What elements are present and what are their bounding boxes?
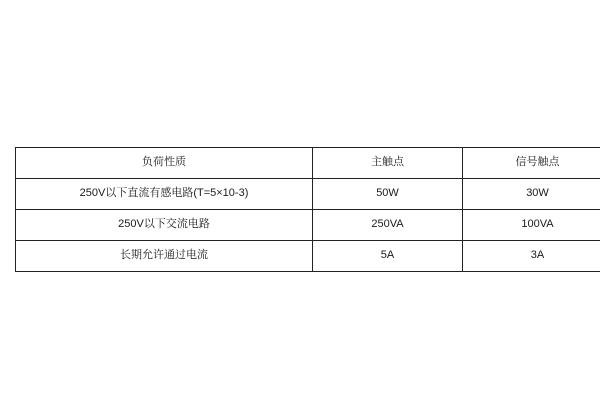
table-header-signal-contact: 信号触点	[463, 148, 600, 179]
table-header-row	[16, 148, 600, 179]
cell-signal-contact: 3A	[463, 241, 600, 272]
table-header-main-contact: 主触点	[313, 148, 463, 179]
cell-load-type: 250V以下直流有感电路(T=5×10-3)	[16, 179, 313, 210]
table-row	[16, 210, 600, 241]
cell-signal-contact: 100VA	[463, 210, 600, 241]
contact-capacity-table	[15, 147, 600, 272]
table-row	[16, 179, 600, 210]
cell-main-contact: 250VA	[313, 210, 463, 241]
cell-load-type: 长期允许通过电流	[16, 241, 313, 272]
cell-signal-contact: 30W	[463, 179, 600, 210]
cell-main-contact: 50W	[313, 179, 463, 210]
table-header-load-type: 负荷性质	[16, 148, 313, 179]
cell-load-type: 250V以下交流电路	[16, 210, 313, 241]
table-row	[16, 241, 600, 272]
cell-main-contact: 5A	[313, 241, 463, 272]
